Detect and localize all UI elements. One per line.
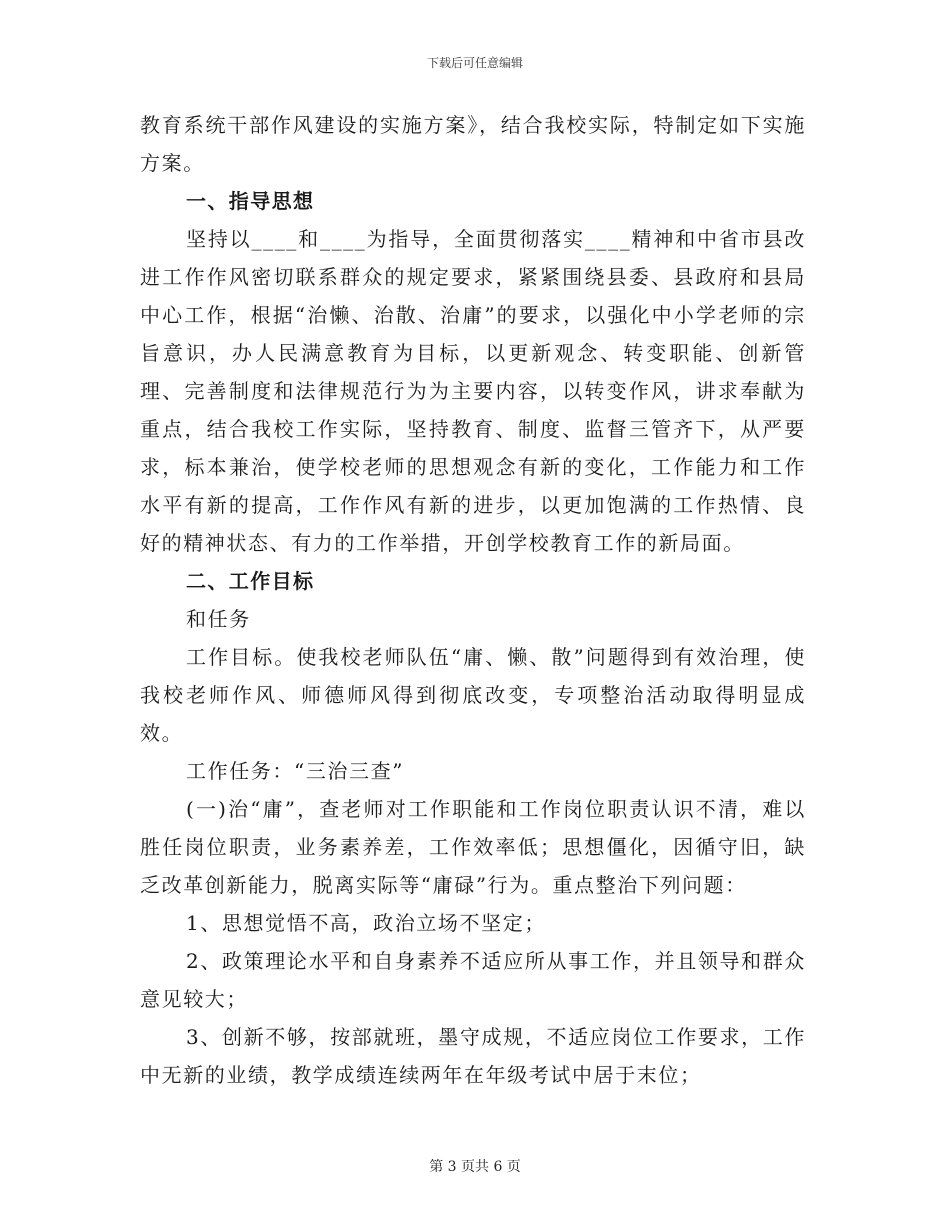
list-item-3: 3、创新不够，按部就班，墨守成规，不适应岗位工作要求，工作中无新的业绩，教学成绩连续两年在年级考试中居于末位； bbox=[140, 1025, 806, 1087]
paragraph-guiding-ideology: 坚持以____和____为指导，全面贯彻落实____精神和中省市县改进工作作风密切联系群众的规定要求，紧紧围绕县委、县政府和县局中心工作，根据“治懒、治散、治庸”的要求，以强化中小学老师的宗旨意识，办人民满意教育为目标，以更新观念、转变职能、创新管理、完善制度和法律规范行为为主要内容，以转变作风，讲求奉献为重点，结合我校工作实际，坚持教育、制度、监督三管齐下，从严要求，标本兼治，使学校老师的思想观念有新的变化，工作能力和工作水平有新的提高，工作作风有新的进步，以更加饱满的工作热情、良好的精神状态、有力的工作举措，开创学校教育工作的新局面。 bbox=[140, 227, 806, 555]
paragraph-item-1-mediocrity: (一)治“庸”，查老师对工作职能和工作岗位职责认识不清，难以胜任岗位职责，业务素养差，工作效率低；思想僵化，因循守旧，缺乏改革创新能力，脱离实际等“庸碌”行为。重点整治下列问题： bbox=[140, 797, 806, 897]
page-number-footer: 第 3 页共 6 页 bbox=[429, 1159, 521, 1175]
paragraph-work-tasks: 工作任务：“三治三查” bbox=[186, 759, 405, 783]
paragraph-work-goal: 工作目标。使我校老师队伍“庸、懒、散”问题得到有效治理，使我校老师作风、师德师风得到彻底改变，专项整治活动取得明显成效。 bbox=[140, 645, 806, 745]
section-heading-guiding-ideology: 一、指导思想 bbox=[186, 189, 315, 213]
list-item-2: 2、政策理论水平和自身素养不适应所从事工作，并且领导和群众意见较大； bbox=[140, 949, 806, 1011]
paragraph-and-tasks: 和任务 bbox=[186, 607, 251, 631]
page-header-note: 下载后可任意编辑 bbox=[426, 56, 523, 70]
document-body bbox=[140, 106, 806, 1094]
paragraph-intro-continued: 教育系统干部作风建设的实施方案》，结合我校实际，特制定如下实施方案。 bbox=[140, 113, 806, 175]
section-heading-work-goals: 二、工作目标 bbox=[186, 569, 315, 593]
list-item-1: 1、思想觉悟不高，政治立场不坚定； bbox=[186, 911, 546, 935]
